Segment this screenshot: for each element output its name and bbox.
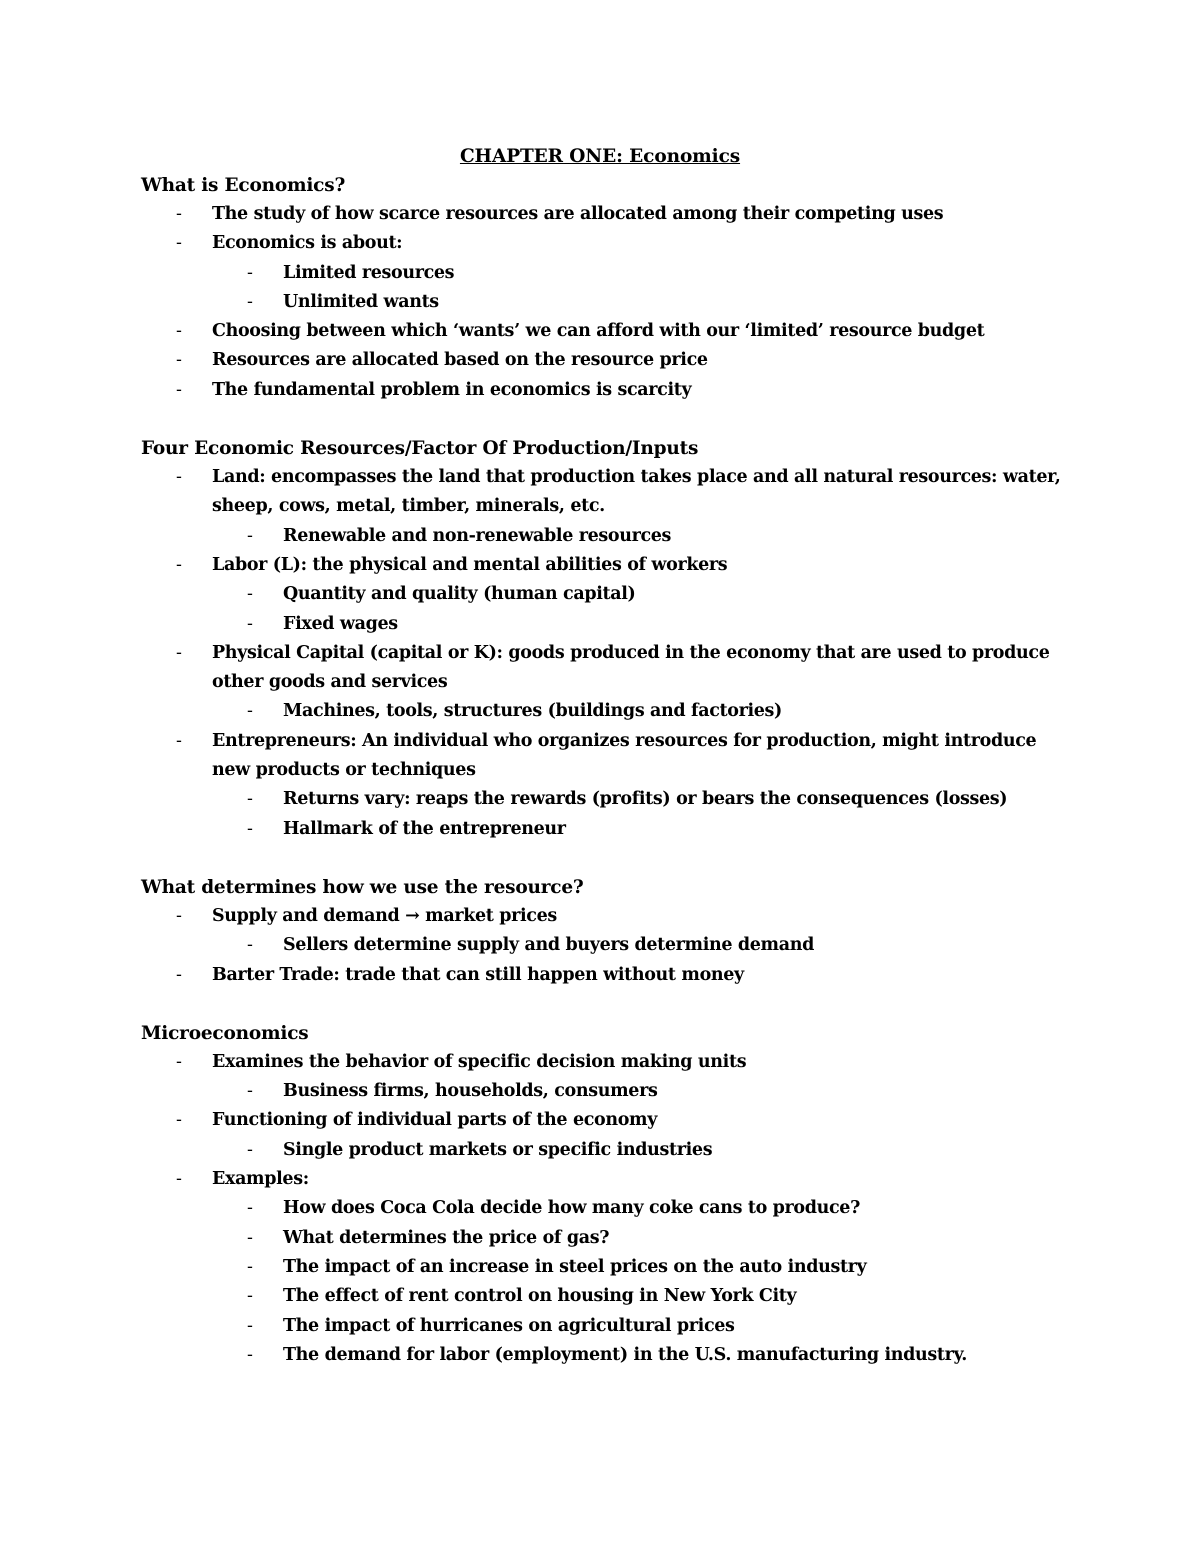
sub-list-item	[212, 931, 1071, 960]
list-item	[141, 376, 1071, 405]
section-spacer	[141, 844, 1071, 873]
sub-bullet-list	[212, 259, 1071, 318]
sub-list-item-text: The effect of rent control on housing in New York City	[283, 1286, 797, 1307]
sub-list-item	[212, 522, 1071, 551]
bullet-list	[141, 463, 1071, 844]
bullet-dash: -	[247, 1315, 253, 1336]
bullet-dash: -	[176, 964, 182, 985]
bullet-list	[141, 1048, 1071, 1370]
sub-list-item	[212, 610, 1071, 639]
bullet-dash: -	[247, 1286, 253, 1307]
section-heading: What determines how we use the resource?	[141, 876, 584, 898]
list-item	[141, 1048, 1071, 1107]
sub-bullet-list	[212, 580, 1071, 639]
sub-list-item	[212, 785, 1071, 814]
sub-list-item-text: Business firms, households, consumers	[283, 1081, 658, 1102]
sub-bullet-list	[212, 1077, 1071, 1106]
bullet-list	[141, 902, 1071, 990]
bullet-dash: -	[247, 1227, 253, 1248]
bullet-dash: -	[247, 262, 253, 283]
bullet-dash: -	[176, 1169, 182, 1190]
bullet-dash: -	[176, 642, 182, 663]
list-item	[141, 727, 1071, 844]
section-spacer	[141, 405, 1071, 434]
bullet-dash: -	[247, 291, 253, 312]
bullet-dash: -	[247, 584, 253, 605]
document-body	[141, 171, 1071, 1370]
sub-list-item	[212, 697, 1071, 726]
sub-list-item	[212, 1312, 1071, 1341]
page-title: CHAPTER ONE: Economics	[459, 146, 741, 167]
section-heading: Microeconomics	[141, 1022, 309, 1044]
bullet-dash: -	[176, 554, 182, 575]
list-item-text: Land: encompasses the land that production takes place and all natural resources: water, sheep, cows, metal, timber, minerals, etc.	[212, 467, 1061, 517]
sub-list-item-text: Hallmark of the entrepreneur	[283, 818, 566, 839]
bullet-dash: -	[176, 1110, 182, 1131]
list-item	[141, 463, 1071, 551]
bullet-dash: -	[247, 935, 253, 956]
bullet-dash: -	[176, 204, 182, 224]
bullet-dash: -	[176, 321, 182, 342]
list-item	[141, 902, 1071, 961]
bullet-dash: -	[247, 525, 253, 546]
bullet-dash: -	[176, 233, 182, 254]
list-item	[141, 961, 1071, 990]
list-item	[141, 346, 1071, 375]
bullet-dash: -	[247, 818, 253, 839]
list-item-text: Examples:	[212, 1169, 309, 1190]
list-item-text: The fundamental problem in economics is scarcity	[212, 379, 692, 400]
sub-bullet-list	[212, 931, 1071, 960]
sub-list-item-text: The demand for labor (employment) in the U.S. manufacturing industry.	[283, 1344, 968, 1365]
sub-list-item	[212, 1194, 1071, 1223]
sub-list-item-text: Single product markets or specific industries	[283, 1139, 713, 1160]
sub-list-item-text: Returns vary: reaps the rewards (profits) or bears the consequences (losses)	[283, 789, 1008, 810]
sub-list-item	[212, 1253, 1071, 1282]
sub-list-item	[212, 1224, 1071, 1253]
section-spacer	[141, 990, 1071, 1019]
list-item-text: Examines the behavior of specific decision making units	[212, 1051, 747, 1072]
sub-list-item-text: How does Coca Cola decide how many coke cans to produce?	[283, 1198, 860, 1219]
sub-list-item	[212, 1136, 1071, 1165]
list-item-text: Economics is about:	[212, 233, 403, 254]
sub-bullet-list	[212, 1194, 1071, 1370]
sub-bullet-list	[212, 522, 1071, 551]
sub-list-item-text: Quantity and quality (human capital)	[283, 584, 636, 605]
list-item-text: Resources are allocated based on the resource price	[212, 350, 708, 371]
list-item	[141, 639, 1071, 727]
bullet-dash: -	[176, 905, 182, 926]
sub-bullet-list	[212, 697, 1071, 726]
bullet-dash: -	[176, 730, 182, 751]
bullet-dash: -	[247, 1256, 253, 1277]
list-item-text: Choosing between which ‘wants’ we can afford with our ‘limited’ resource budget	[212, 321, 985, 342]
bullet-dash: -	[247, 1081, 253, 1102]
sub-list-item	[212, 580, 1071, 609]
bullet-dash: -	[176, 467, 182, 488]
sub-list-item-text: Renewable and non-renewable resources	[283, 525, 672, 546]
list-item-text: Entrepreneurs: An individual who organizes resources for production, might introduce new products or techniques	[212, 730, 1037, 781]
list-item	[141, 317, 1071, 346]
sub-list-item-text: Unlimited wants	[283, 291, 439, 312]
sub-list-item	[212, 288, 1071, 317]
sub-bullet-list	[212, 785, 1071, 844]
sub-list-item-text: Sellers determine supply and buyers determine demand	[283, 935, 814, 956]
bullet-dash: -	[176, 350, 182, 371]
sub-list-item-text: What determines the price of gas?	[283, 1227, 610, 1248]
bullet-dash: -	[247, 1198, 253, 1219]
list-item-text: Physical Capital (capital or K): goods produced in the economy that are used to produce other goods and services	[212, 642, 1050, 693]
sub-list-item	[212, 1341, 1071, 1370]
list-item	[141, 551, 1071, 639]
bullet-dash: -	[247, 1344, 253, 1365]
list-item	[141, 229, 1071, 317]
list-item	[141, 1106, 1071, 1165]
list-item-text: The study of how scarce resources are allocated among their competing uses	[212, 204, 944, 224]
list-item-text: Barter Trade: trade that can still happen without money	[212, 964, 744, 985]
list-item-text: Labor (L): the physical and mental abilities of workers	[212, 554, 728, 575]
sub-list-item-text: Machines, tools, structures (buildings and factories)	[283, 701, 782, 722]
bullet-list	[141, 200, 1071, 405]
section-heading: Four Economic Resources/Factor Of Production/Inputs	[141, 438, 699, 460]
bullet-dash: -	[247, 701, 253, 722]
sub-list-item-text: The impact of an increase in steel prices on the auto industry	[283, 1256, 867, 1277]
list-item	[141, 200, 1071, 229]
bullet-dash: -	[247, 1139, 253, 1160]
sub-list-item	[212, 1282, 1071, 1311]
bullet-dash: -	[247, 789, 253, 810]
bullet-dash: -	[247, 613, 253, 634]
sub-list-item-text: Limited resources	[283, 262, 455, 283]
bullet-dash: -	[176, 379, 182, 400]
list-item-text: Supply and demand → market prices	[212, 905, 557, 926]
sub-list-item	[212, 1077, 1071, 1106]
sub-list-item	[212, 815, 1071, 844]
list-item	[141, 1165, 1071, 1370]
sub-list-item-text: The impact of hurricanes on agricultural prices	[283, 1315, 735, 1336]
sub-list-item-text: Fixed wages	[283, 613, 398, 634]
sub-list-item	[212, 259, 1071, 288]
section-heading: What is Economics?	[141, 175, 346, 196]
bullet-dash: -	[176, 1051, 182, 1072]
list-item-text: Functioning of individual parts of the economy	[212, 1110, 658, 1131]
sub-bullet-list	[212, 1136, 1071, 1165]
